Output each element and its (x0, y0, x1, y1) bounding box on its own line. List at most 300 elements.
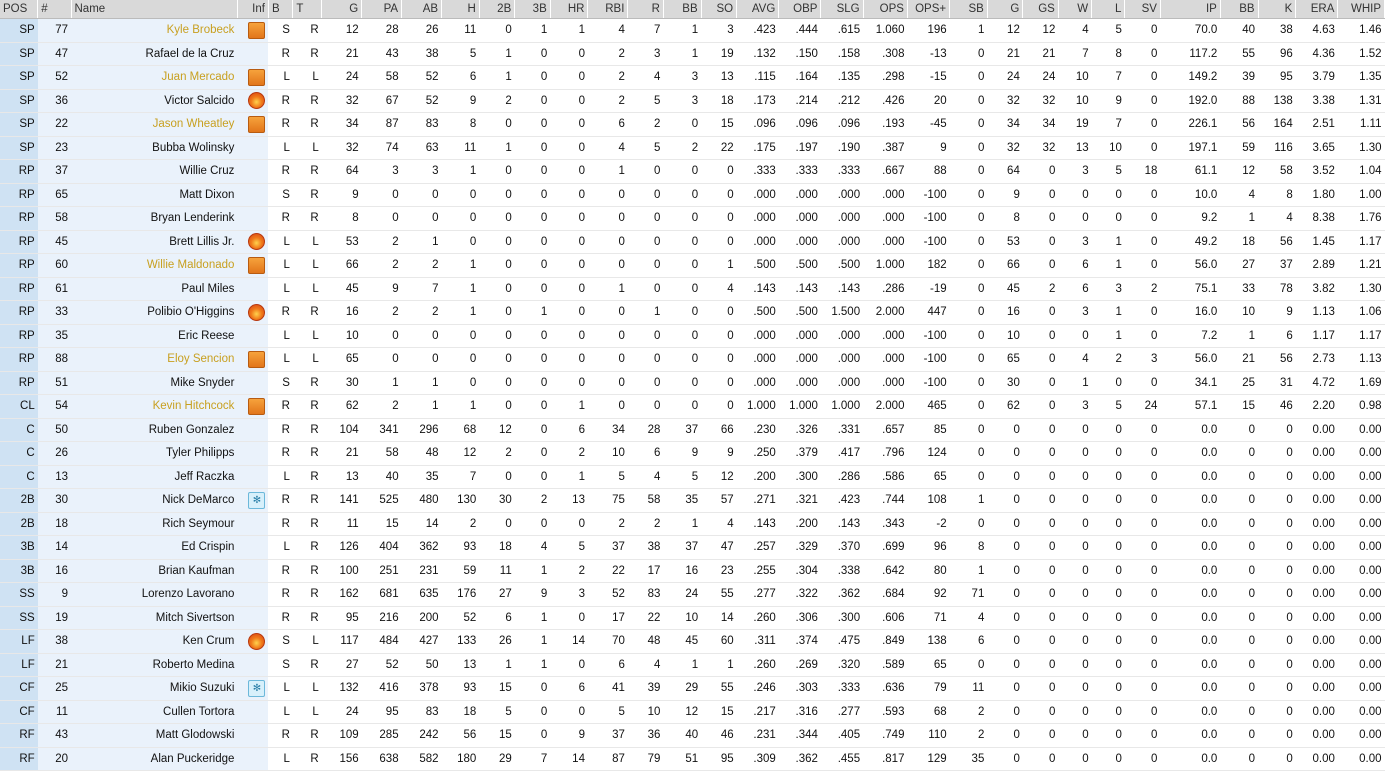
cell-position: C (0, 418, 38, 442)
table-row[interactable] (0, 277, 1385, 301)
column-header-h[interactable]: H (442, 0, 480, 19)
cell-h: 59 (442, 559, 480, 583)
column-header-t[interactable]: T (293, 0, 322, 19)
cell-position: SP (0, 66, 38, 90)
table-row[interactable] (0, 254, 1385, 278)
cell-k: 0 (1258, 700, 1296, 724)
cell-2b: 1 (479, 653, 515, 677)
table-row[interactable] (0, 42, 1385, 66)
cell-r: 0 (628, 395, 664, 419)
cell-ip: 0.0 (1160, 465, 1220, 489)
cell-pa: 1 (362, 371, 402, 395)
cell-g: 45 (322, 277, 362, 301)
column-header-avg[interactable]: AVG (737, 0, 779, 19)
cell-w: 7 (1058, 42, 1091, 66)
cell-player-name: Cullen Tortora (71, 700, 237, 724)
cell-bb: 3 (663, 89, 701, 113)
cell-pg: 10 (987, 324, 1023, 348)
cell-throws: R (293, 19, 322, 43)
cell-ip: 56.0 (1160, 348, 1220, 372)
cell-so: 13 (701, 66, 737, 90)
column-header-k[interactable]: K (1258, 0, 1296, 19)
table-row[interactable] (0, 653, 1385, 677)
cell-hr: 0 (550, 230, 588, 254)
cell-pg: 9 (987, 183, 1023, 207)
column-header-ops[interactable]: OPS (863, 0, 907, 19)
cell-bats: R (268, 160, 292, 184)
cell-whip: 1.31 (1338, 89, 1385, 113)
cell-bats: S (268, 19, 292, 43)
cell-era: 0.00 (1296, 465, 1338, 489)
column-header-pg[interactable]: G (987, 0, 1023, 19)
cell-k: 58 (1258, 160, 1296, 184)
cell-player-name: Ed Crispin (71, 536, 237, 560)
cell-3b: 0 (515, 442, 551, 466)
cell-so: 0 (701, 348, 737, 372)
cell-g: 117 (322, 630, 362, 654)
cell-l: 0 (1092, 653, 1125, 677)
cell-slg: .277 (821, 700, 863, 724)
column-header-hr[interactable]: HR (550, 0, 588, 19)
cell-player-name: Willie Maldonado (71, 254, 237, 278)
cell-pg: 0 (987, 630, 1023, 654)
cell-sb: 0 (950, 160, 988, 184)
table-row[interactable] (0, 183, 1385, 207)
column-header-num[interactable]: # (38, 0, 71, 19)
cell-jersey-number: 20 (38, 747, 71, 771)
cell-so: 55 (701, 583, 737, 607)
cell-avg: .271 (737, 489, 779, 513)
table-row[interactable] (0, 207, 1385, 231)
cell-whip: 1.17 (1338, 230, 1385, 254)
table-row[interactable] (0, 677, 1385, 701)
cell-pbb: 1 (1220, 324, 1258, 348)
table-row[interactable] (0, 559, 1385, 583)
cell-ops: .193 (863, 113, 907, 137)
cell-l: 0 (1092, 371, 1125, 395)
cell-info-icon (237, 277, 268, 301)
cell-w: 0 (1058, 559, 1091, 583)
cell-so: 4 (701, 512, 737, 536)
cell-avg: .000 (737, 324, 779, 348)
cell-pg: 65 (987, 348, 1023, 372)
cell-info-icon (237, 160, 268, 184)
cell-rbi: 2 (588, 42, 628, 66)
cell-so: 18 (701, 89, 737, 113)
cell-pg: 24 (987, 66, 1023, 90)
column-header-era[interactable]: ERA (1296, 0, 1338, 19)
column-header-w[interactable]: W (1058, 0, 1091, 19)
table-row[interactable] (0, 606, 1385, 630)
cell-obp: .322 (779, 583, 821, 607)
cell-w: 3 (1058, 395, 1091, 419)
cell-sb: 71 (950, 583, 988, 607)
cell-r: 36 (628, 724, 664, 748)
cell-info-icon (237, 89, 268, 113)
cell-sv: 0 (1125, 42, 1161, 66)
cell-gs: 0 (1023, 536, 1059, 560)
cell-l: 0 (1092, 606, 1125, 630)
cell-era: 8.38 (1296, 207, 1338, 231)
column-header-obp[interactable]: OBP (779, 0, 821, 19)
cell-position: SS (0, 606, 38, 630)
cell-player-name: Bubba Wolinsky (71, 136, 237, 160)
cell-g: 132 (322, 677, 362, 701)
cell-3b: 7 (515, 747, 551, 771)
cell-l: 0 (1092, 183, 1125, 207)
cell-jersey-number: 26 (38, 442, 71, 466)
table-row[interactable] (0, 160, 1385, 184)
cell-g: 62 (322, 395, 362, 419)
cell-w: 0 (1058, 700, 1091, 724)
cell-gs: 32 (1023, 136, 1059, 160)
table-row[interactable] (0, 442, 1385, 466)
cell-opsp: 447 (907, 301, 949, 325)
cell-so: 19 (701, 42, 737, 66)
injury-icon (248, 257, 265, 274)
table-row[interactable] (0, 489, 1385, 513)
cell-throws: L (293, 677, 322, 701)
cell-pg: 0 (987, 559, 1023, 583)
table-row[interactable] (0, 113, 1385, 137)
cell-h: 93 (442, 536, 480, 560)
column-header-l[interactable]: L (1092, 0, 1125, 19)
cell-2b: 26 (479, 630, 515, 654)
cell-rbi: 52 (588, 583, 628, 607)
cell-bats: S (268, 371, 292, 395)
cell-ip: 10.0 (1160, 183, 1220, 207)
cell-h: 133 (442, 630, 480, 654)
cell-sb: 4 (950, 606, 988, 630)
column-header-pos[interactable]: POS (0, 0, 38, 19)
column-header-pa[interactable]: PA (362, 0, 402, 19)
column-header-ab[interactable]: AB (402, 0, 442, 19)
cell-g: 12 (322, 19, 362, 43)
cell-pg: 0 (987, 700, 1023, 724)
cell-pbb: 39 (1220, 66, 1258, 90)
cell-jersey-number: 54 (38, 395, 71, 419)
cell-hr: 1 (550, 465, 588, 489)
cell-so: 0 (701, 371, 737, 395)
cell-throws: R (293, 301, 322, 325)
column-header-so[interactable]: SO (701, 0, 737, 19)
cell-era: 0.00 (1296, 536, 1338, 560)
table-row[interactable] (0, 418, 1385, 442)
cell-jersey-number: 37 (38, 160, 71, 184)
cell-player-name: Kevin Hitchcock (71, 395, 237, 419)
cell-ip: 197.1 (1160, 136, 1220, 160)
table-row[interactable] (0, 136, 1385, 160)
cell-2b: 0 (479, 254, 515, 278)
cell-pbb: 10 (1220, 301, 1258, 325)
cell-ip: 0.0 (1160, 630, 1220, 654)
cell-2b: 0 (479, 348, 515, 372)
cell-obp: .316 (779, 700, 821, 724)
cell-throws: R (293, 183, 322, 207)
cell-info-icon (237, 301, 268, 325)
cell-player-name: Eric Reese (71, 324, 237, 348)
column-header-3b[interactable]: 3B (515, 0, 551, 19)
cell-sb: 2 (950, 724, 988, 748)
cell-r: 83 (628, 583, 664, 607)
cell-bats: R (268, 442, 292, 466)
cell-h: 1 (442, 301, 480, 325)
cell-position: 2B (0, 489, 38, 513)
table-row[interactable] (0, 371, 1385, 395)
cell-sv: 2 (1125, 277, 1161, 301)
cell-ab: 1 (402, 230, 442, 254)
cell-player-name: Jeff Raczka (71, 465, 237, 489)
cell-ops: .593 (863, 700, 907, 724)
cell-r: 10 (628, 700, 664, 724)
cell-whip: 0.00 (1338, 747, 1385, 771)
cell-r: 0 (628, 160, 664, 184)
cell-ip: 75.1 (1160, 277, 1220, 301)
cell-ip: 0.0 (1160, 536, 1220, 560)
cell-position: RP (0, 324, 38, 348)
cell-hr: 0 (550, 700, 588, 724)
cell-pg: 0 (987, 653, 1023, 677)
cell-ops: .387 (863, 136, 907, 160)
cell-h: 0 (442, 371, 480, 395)
hot-icon (248, 304, 265, 321)
cell-k: 56 (1258, 230, 1296, 254)
cell-sb: 0 (950, 230, 988, 254)
cell-w: 0 (1058, 606, 1091, 630)
column-header-gs[interactable]: GS (1023, 0, 1059, 19)
table-row[interactable] (0, 301, 1385, 325)
table-row[interactable] (0, 348, 1385, 372)
cell-hr: 0 (550, 512, 588, 536)
cell-ip: 226.1 (1160, 113, 1220, 137)
cell-bb: 0 (663, 183, 701, 207)
cell-3b: 1 (515, 653, 551, 677)
table-row[interactable] (0, 89, 1385, 113)
cell-opsp: 71 (907, 606, 949, 630)
cell-slg: .475 (821, 630, 863, 654)
cell-2b: 11 (479, 559, 515, 583)
cell-jersey-number: 13 (38, 465, 71, 489)
cell-sb: 0 (950, 277, 988, 301)
cell-k: 0 (1258, 724, 1296, 748)
cell-slg: .455 (821, 747, 863, 771)
cell-sb: 0 (950, 89, 988, 113)
cell-gs: 32 (1023, 89, 1059, 113)
cell-sv: 0 (1125, 489, 1161, 513)
cell-sv: 0 (1125, 19, 1161, 43)
cell-throws: R (293, 442, 322, 466)
cell-throws: R (293, 724, 322, 748)
column-header-2b[interactable]: 2B (479, 0, 515, 19)
cell-ops: .849 (863, 630, 907, 654)
cell-r: 58 (628, 489, 664, 513)
column-header-slg[interactable]: SLG (821, 0, 863, 19)
table-row[interactable] (0, 536, 1385, 560)
cell-sv: 0 (1125, 66, 1161, 90)
table-row[interactable] (0, 700, 1385, 724)
table-row[interactable] (0, 66, 1385, 90)
cell-pg: 0 (987, 606, 1023, 630)
cell-k: 4 (1258, 207, 1296, 231)
cell-player-name: Mitch Sivertson (71, 606, 237, 630)
cell-3b: 0 (515, 324, 551, 348)
cell-jersey-number: 47 (38, 42, 71, 66)
column-header-sb[interactable]: SB (950, 0, 988, 19)
cell-3b: 0 (515, 677, 551, 701)
cell-avg: .000 (737, 207, 779, 231)
cell-3b: 0 (515, 183, 551, 207)
cell-player-name: Jason Wheatley (71, 113, 237, 137)
cell-gs: 2 (1023, 277, 1059, 301)
table-row[interactable] (0, 512, 1385, 536)
cell-slg: .500 (821, 254, 863, 278)
cell-k: 0 (1258, 559, 1296, 583)
cell-ops: .298 (863, 66, 907, 90)
cell-2b: 27 (479, 583, 515, 607)
cell-info-icon (237, 747, 268, 771)
cell-w: 3 (1058, 230, 1091, 254)
cell-bb: 0 (663, 324, 701, 348)
cell-opsp: -100 (907, 324, 949, 348)
cell-2b: 2 (479, 442, 515, 466)
cell-so: 0 (701, 395, 737, 419)
column-header-pbb[interactable]: BB (1220, 0, 1258, 19)
cell-whip: 0.00 (1338, 606, 1385, 630)
cell-jersey-number: 50 (38, 418, 71, 442)
column-header-ip[interactable]: IP (1160, 0, 1220, 19)
cell-whip: 1.21 (1338, 254, 1385, 278)
cell-so: 22 (701, 136, 737, 160)
cell-so: 0 (701, 230, 737, 254)
cell-avg: .230 (737, 418, 779, 442)
cell-throws: L (293, 277, 322, 301)
cell-era: 2.51 (1296, 113, 1338, 137)
cell-info-icon (237, 559, 268, 583)
cell-pbb: 0 (1220, 418, 1258, 442)
cell-ip: 0.0 (1160, 724, 1220, 748)
column-header-r[interactable]: R (628, 0, 664, 19)
cell-ops: 2.000 (863, 301, 907, 325)
cell-position: 3B (0, 536, 38, 560)
cell-opsp: 108 (907, 489, 949, 513)
cell-rbi: 6 (588, 653, 628, 677)
cell-l: 1 (1092, 254, 1125, 278)
cell-opsp: -100 (907, 207, 949, 231)
column-header-sv[interactable]: SV (1125, 0, 1161, 19)
cell-gs: 0 (1023, 301, 1059, 325)
cell-k: 0 (1258, 512, 1296, 536)
cell-whip: 1.04 (1338, 160, 1385, 184)
cell-sv: 0 (1125, 183, 1161, 207)
cell-so: 3 (701, 19, 737, 43)
cell-3b: 0 (515, 348, 551, 372)
cell-slg: .286 (821, 465, 863, 489)
column-header-name[interactable]: Name (71, 0, 237, 19)
cell-info-icon (237, 66, 268, 90)
cell-so: 66 (701, 418, 737, 442)
cell-ip: 7.2 (1160, 324, 1220, 348)
cell-l: 0 (1092, 630, 1125, 654)
column-header-opsp[interactable]: OPS+ (907, 0, 949, 19)
cell-bats: L (268, 747, 292, 771)
table-row[interactable] (0, 19, 1385, 43)
cell-bb: 45 (663, 630, 701, 654)
cell-k: 46 (1258, 395, 1296, 419)
cell-pg: 62 (987, 395, 1023, 419)
cell-era: 2.89 (1296, 254, 1338, 278)
cell-h: 0 (442, 230, 480, 254)
table-row[interactable] (0, 630, 1385, 654)
cell-whip: 1.46 (1338, 19, 1385, 43)
cell-g: 141 (322, 489, 362, 513)
cell-obp: .500 (779, 254, 821, 278)
cell-position: SP (0, 42, 38, 66)
cell-r: 7 (628, 19, 664, 43)
cell-ab: 2 (402, 254, 442, 278)
cell-h: 18 (442, 700, 480, 724)
cell-ab: 14 (402, 512, 442, 536)
column-header-bb[interactable]: BB (663, 0, 701, 19)
cell-g: 109 (322, 724, 362, 748)
column-header-rbi[interactable]: RBI (588, 0, 628, 19)
cell-h: 8 (442, 113, 480, 137)
cell-obp: .214 (779, 89, 821, 113)
cell-w: 4 (1058, 348, 1091, 372)
cell-bats: R (268, 395, 292, 419)
cell-whip: 1.30 (1338, 277, 1385, 301)
column-header-inf[interactable]: Inf (237, 0, 268, 19)
cell-g: 27 (322, 653, 362, 677)
cell-r: 0 (628, 371, 664, 395)
table-row[interactable] (0, 324, 1385, 348)
cell-g: 11 (322, 512, 362, 536)
table-row[interactable] (0, 747, 1385, 771)
cell-pg: 0 (987, 465, 1023, 489)
column-header-b[interactable]: B (268, 0, 292, 19)
column-header-whip[interactable]: WHIP (1338, 0, 1385, 19)
cell-so: 0 (701, 301, 737, 325)
cell-position: RP (0, 301, 38, 325)
cell-r: 0 (628, 207, 664, 231)
cell-slg: .000 (821, 371, 863, 395)
cell-era: 0.00 (1296, 583, 1338, 607)
table-row[interactable] (0, 724, 1385, 748)
cell-gs: 0 (1023, 489, 1059, 513)
cell-pbb: 0 (1220, 536, 1258, 560)
table-row[interactable] (0, 465, 1385, 489)
cell-3b: 0 (515, 207, 551, 231)
column-header-g[interactable]: G (322, 0, 362, 19)
cell-w: 3 (1058, 301, 1091, 325)
cell-player-name: Eloy Sencion (71, 348, 237, 372)
cell-3b: 0 (515, 465, 551, 489)
table-row[interactable] (0, 583, 1385, 607)
cell-2b: 1 (479, 66, 515, 90)
table-row[interactable] (0, 230, 1385, 254)
cell-g: 24 (322, 700, 362, 724)
cell-sb: 6 (950, 630, 988, 654)
cell-avg: .000 (737, 183, 779, 207)
cell-l: 5 (1092, 160, 1125, 184)
cell-sb: 0 (950, 113, 988, 137)
cell-3b: 0 (515, 724, 551, 748)
cell-position: RP (0, 207, 38, 231)
cell-rbi: 41 (588, 677, 628, 701)
table-row[interactable] (0, 395, 1385, 419)
cell-throws: L (293, 700, 322, 724)
cell-obp: .500 (779, 301, 821, 325)
cell-sv: 0 (1125, 559, 1161, 583)
